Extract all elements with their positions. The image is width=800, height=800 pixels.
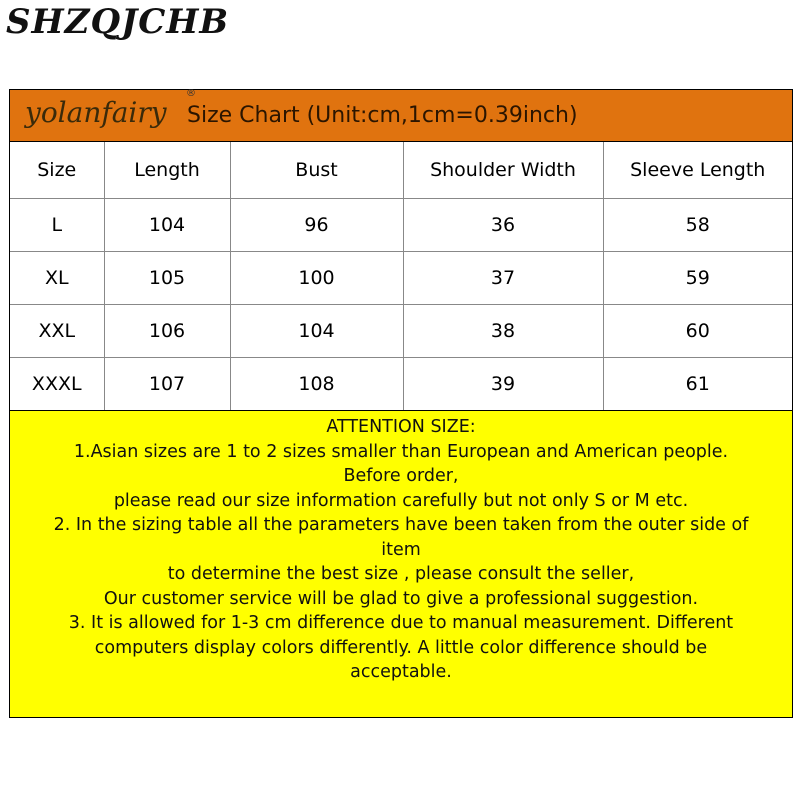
column-header-length: Length [104, 142, 230, 199]
size-table [10, 142, 792, 411]
table-cell: XL [10, 252, 104, 305]
note-line: please read our size information carefully but not only S or M etc. [113, 490, 689, 511]
table-row [10, 305, 792, 358]
note-line: computers display colors differently. A little color difference should be [94, 637, 708, 658]
size-chart [9, 89, 793, 718]
note-line: Before order, [343, 466, 459, 486]
table-cell: 36 [403, 199, 603, 252]
note-line: to determine the best size , please consult the seller, [167, 564, 635, 584]
table-cell: L [10, 199, 104, 252]
table-cell: 108 [230, 358, 403, 411]
table-header-row [10, 142, 792, 199]
chart-header [10, 90, 792, 142]
note-line: acceptable. [350, 662, 452, 682]
table-cell: 59 [603, 252, 792, 305]
table-cell: 38 [403, 305, 603, 358]
chart-title: Size Chart (Unit:cm,1cm=0.39inch) [187, 103, 578, 128]
table-cell: 61 [603, 358, 792, 411]
table-cell: 58 [603, 199, 792, 252]
table-cell: 105 [104, 252, 230, 305]
table-cell: 37 [403, 252, 603, 305]
column-header-sleeve-length: Sleeve Length [603, 142, 792, 199]
table-cell: 104 [230, 305, 403, 358]
column-header-bust: Bust [230, 142, 403, 199]
column-header-shoulder-width: Shoulder Width [403, 142, 603, 199]
table-cell: 60 [603, 305, 792, 358]
note-line: item [381, 539, 421, 560]
table-cell: 96 [230, 199, 403, 252]
registered-mark: ® [186, 88, 196, 99]
table-row [10, 252, 792, 305]
watermark-text: SHZQJCHB [6, 2, 230, 42]
brand-logo: yolanfairy [25, 96, 167, 129]
table-cell: XXXL [10, 358, 104, 411]
note-line: 3. It is allowed for 1-3 cm difference due to manual measurement. Different [68, 613, 734, 633]
column-header-size: Size [10, 142, 104, 199]
note-line: Our customer service will be glad to give a professional suggestion. [103, 588, 699, 609]
table-row [10, 358, 792, 411]
table-cell: XXL [10, 305, 104, 358]
table-cell: 100 [230, 252, 403, 305]
table-cell: 106 [104, 305, 230, 358]
note-line: 2. In the sizing table all the parameters have been taken from the outer side of [53, 515, 749, 535]
note-line: 1.Asian sizes are 1 to 2 sizes smaller than European and American people. [73, 441, 729, 462]
table-cell: 104 [104, 199, 230, 252]
table-cell: 107 [104, 358, 230, 411]
table-cell: 39 [403, 358, 603, 411]
table-row [10, 199, 792, 252]
attention-notes [10, 411, 792, 717]
notes-heading: ATTENTION SIZE: [326, 417, 476, 437]
